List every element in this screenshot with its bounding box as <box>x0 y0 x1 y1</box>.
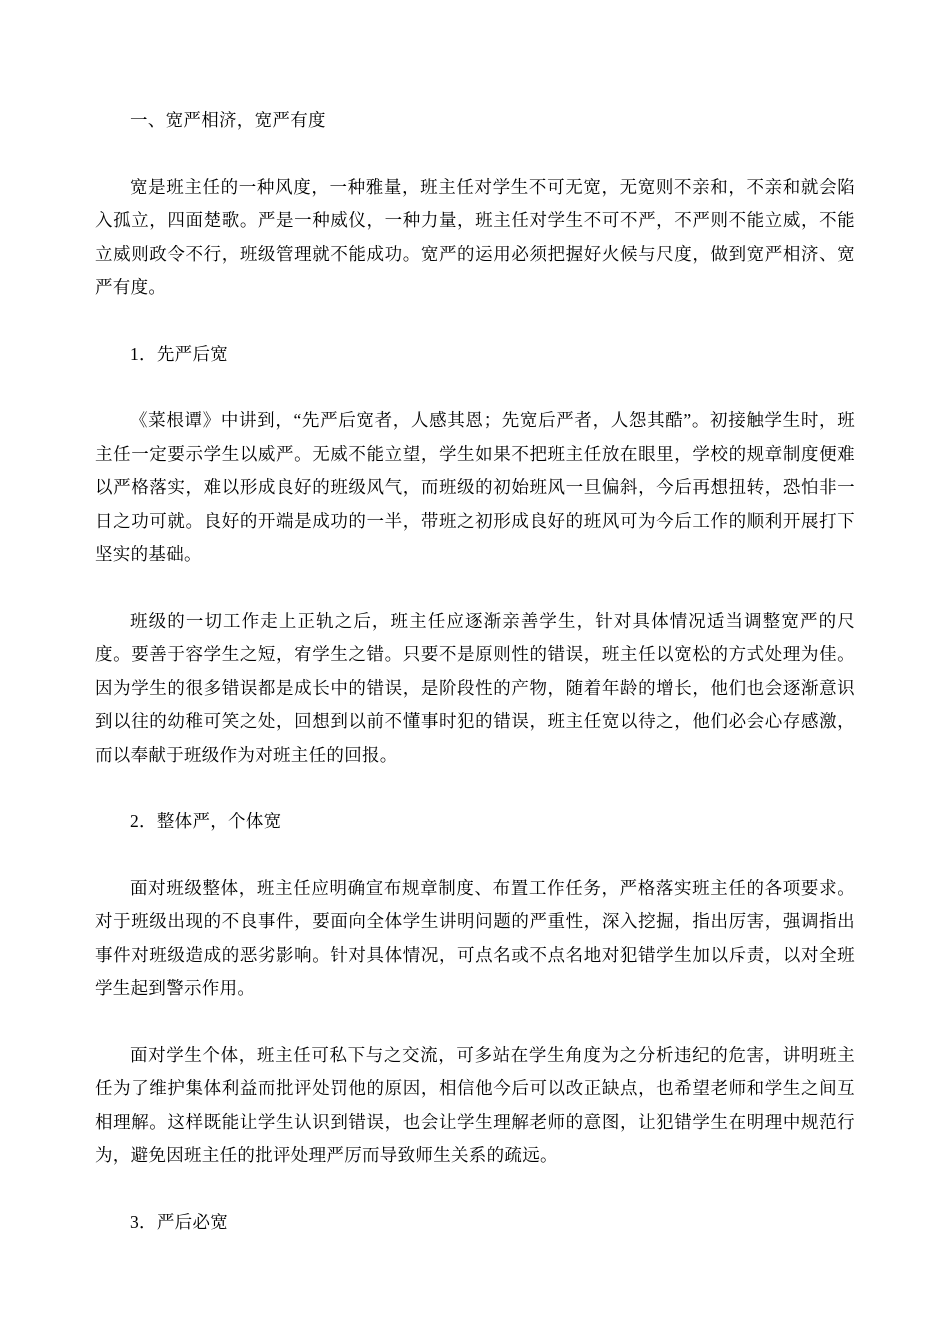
subheading-1: 1．先严后宽 <box>130 343 229 364</box>
paragraph-1b: 班级的一切工作走上正轨之后，班主任应逐渐亲善学生，针对具体情况适当调整宽严的尺度。要善于容学生之短，宥学生之错。只要不是原则性的错误，班主任以宽松的方式处理为佳。因为学生的很多错误都是成长中的错误，是阶段性的产物，随着年龄的增长，他们也会逐渐意识到以往的幼稚可笑之处，回想到以前不懂事时犯的错误，班主任宽以待之，他们必会心存感激，而以奉献于班级作为对班主任的回报。 <box>95 610 855 765</box>
section-title: 一、宽严相济，宽严有度 <box>130 110 326 130</box>
paragraph-1a: 《菜根谭》中讲到，“先严后宽者，人感其恩；先宽后严者，人怨其酷”。初接触学生时，班主任一定要示学生以威严。无威不能立望，学生如果不把班主任放在眼里，学校的规章制度便难以严格落实，难以形成良好的班级风气，而班级的初始班风一旦偏斜，今后再想扭转，恐怕非一日之功可就。良好的开端是成功的一半，带班之初形成良好的班风可为今后工作的顺利开展打下坚实的基础。 <box>95 410 855 564</box>
subheading-2: 2．整体严，个体宽 <box>130 811 282 831</box>
subheading-3: 3．严后必宽 <box>130 1211 229 1232</box>
paragraph-intro: 宽是班主任的一种风度，一种雅量，班主任对学生不可无宽，无宽则不亲和，不亲和就会陷入孤立，四面楚歌。严是一种威仪，一种力量，班主任对学生不可不严，不严则不能立威，不能立威则政令不行，班级管理就不能成功。宽严的运用必须把握好火候与尺度，做到宽严相济、宽严有度。 <box>95 176 855 297</box>
paragraph-2a: 面对班级整体，班主任应明确宣布规章制度、布置工作任务，严格落实班主任的各项要求。对于班级出现的不良事件，要面向全体学生讲明问题的严重性，深入挖掘，指出厉害，强调指出事件对班级造成的恶劣影响。针对具体情况，可点名或不点名地对犯错学生加以斥责，以对全班学生起到警示作用。 <box>95 877 855 998</box>
paragraph-2b: 面对学生个体，班主任可私下与之交流，可多站在学生角度为之分析违纪的危害，讲明班主任为了维护集体利益而批评处罚他的原因，相信他今后可以改正缺点，也希望老师和学生之间互相理解。这样既能让学生认识到错误，也会让学生理解老师的意图，让犯错学生在明理中规范行为，避免因班主任的批评处理严厉而导致师生关系的疏远。 <box>95 1044 855 1165</box>
